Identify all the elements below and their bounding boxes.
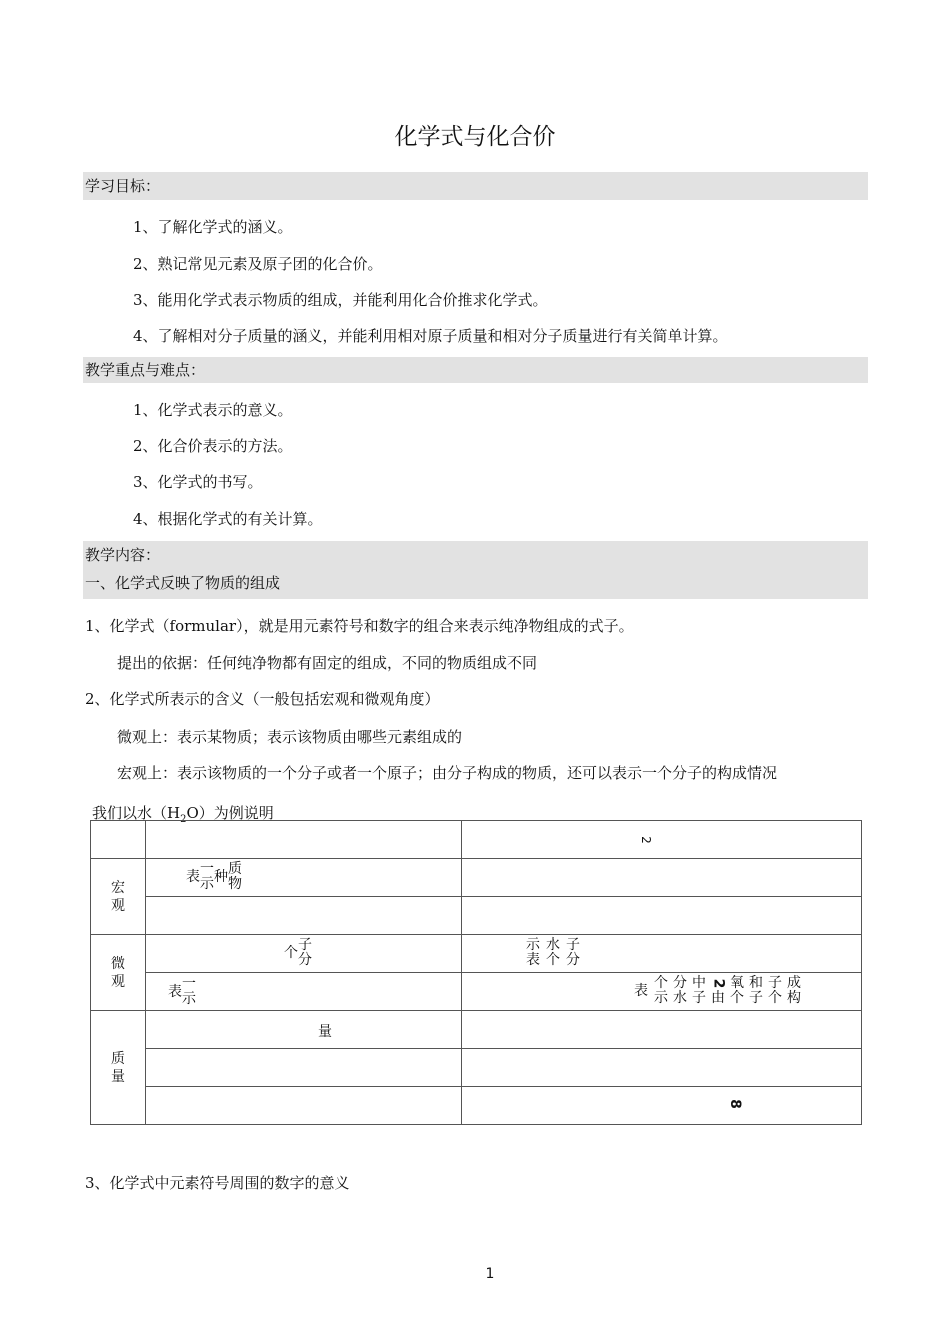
- glyph: 一: [182, 976, 196, 992]
- paragraph-digits: 3、化学式中元素符号周围的数字的意义: [85, 1174, 350, 1192]
- table-cell: [146, 1087, 462, 1125]
- glyph: 示: [526, 937, 540, 953]
- glyph-stack: [526, 938, 540, 968]
- mass-label: 质量: [111, 1050, 125, 1085]
- table-cell: [146, 821, 462, 859]
- glyph-stack: [711, 976, 725, 1006]
- table-cell: [146, 973, 462, 1011]
- micro-label: 微观: [111, 955, 125, 990]
- glyph-stack: [566, 938, 580, 968]
- table-cell: [462, 859, 862, 897]
- table-cell: [146, 935, 462, 973]
- paragraph-micro: 微观上：表示某物质；表示该物质由哪些元素组成的: [117, 728, 463, 746]
- table-cell: [462, 973, 862, 1011]
- glyph: 个: [730, 990, 744, 1006]
- glyph-stack: [673, 976, 687, 1006]
- glyph: 子: [298, 937, 312, 953]
- glyph: 种: [214, 868, 228, 885]
- glyph: 子: [566, 937, 580, 953]
- glyph: 示: [200, 876, 214, 892]
- glyph: 子: [768, 975, 782, 991]
- table-cell: [146, 1049, 462, 1087]
- glyph-stack: [182, 977, 196, 1007]
- glyph: 水: [546, 937, 560, 953]
- glyph-stack: [654, 976, 668, 1006]
- glyph-stack: [787, 976, 801, 1006]
- example-subscript: 2: [180, 814, 187, 825]
- table-cell: [146, 859, 462, 897]
- paragraph-basis: 提出的依据：任何纯净物都有固定的组成，不同的物质组成不同: [117, 654, 538, 672]
- table-cell: [146, 897, 462, 935]
- glyph: 构: [787, 990, 801, 1006]
- table-cell: [462, 821, 862, 859]
- table-cell: [462, 897, 862, 935]
- glyph: 分: [673, 975, 687, 991]
- paragraph-definition: 1、化学式（formular），就是用元素符号和数字的组合来表示纯净物组成的式子。: [85, 617, 634, 635]
- keypoint-item: 4、根据化学式的有关计算。: [133, 510, 323, 528]
- glyph-stack: [749, 976, 763, 1006]
- glyph: 分: [566, 952, 580, 968]
- glyph: 示: [182, 991, 196, 1007]
- table-row: [91, 1087, 862, 1125]
- table-row: [91, 973, 862, 1011]
- micro-text-3: [168, 977, 196, 1007]
- glyph: 2: [710, 978, 727, 989]
- paragraph-macro: 宏观上：表示该物质的一个分子或者一个原子；由分子构成的物质，还可以表示一个分子的构成情况: [117, 764, 778, 782]
- content-subheader: 一、化学式反映了物质的组成: [85, 574, 281, 592]
- example-post: O）为例说明: [186, 804, 274, 822]
- macro-label: 宏观: [111, 879, 125, 914]
- table-row: [91, 897, 862, 935]
- water-meaning-table: [90, 820, 862, 1125]
- table-cell: [462, 1087, 862, 1125]
- macro-label-cell: [91, 859, 146, 935]
- table-cell: [91, 821, 146, 859]
- keypoints-header: 教学重点与难点：: [85, 361, 206, 379]
- mass-label-cell: [91, 1011, 146, 1125]
- objectives-header: 学习目标：: [85, 177, 161, 195]
- glyph: 表: [526, 952, 540, 968]
- objectives-band: [83, 172, 868, 200]
- glyph: 子: [749, 990, 763, 1006]
- micro-text-4: [634, 976, 801, 1006]
- table-row: [91, 821, 862, 859]
- example-pre: 我们以水（H: [92, 804, 181, 822]
- keypoint-item: 3、化学式的书写。: [133, 473, 263, 491]
- content-band: [83, 541, 868, 599]
- glyph: 表: [186, 868, 200, 885]
- page-title: 化学式与化合价: [394, 124, 556, 150]
- table-cell: [462, 1011, 862, 1049]
- glyph: 分: [298, 952, 312, 968]
- page-number: 1: [485, 1266, 495, 1282]
- glyph: 个: [768, 990, 782, 1006]
- glyph-stack: [692, 976, 706, 1006]
- glyph: 表: [168, 983, 182, 1000]
- glyph-stack: [228, 862, 242, 892]
- table-row: [91, 935, 862, 973]
- content-header: 教学内容：: [85, 546, 161, 564]
- header-right-glyph: 2: [638, 836, 653, 844]
- keypoint-item: 2、化合价表示的方法。: [133, 437, 293, 455]
- table-cell: [462, 1049, 862, 1087]
- objective-item: 4、了解相对分子质量的涵义，并能利用相对原子质量和相对分子质量进行有关简单计算。: [133, 327, 728, 345]
- glyph: 一: [200, 861, 214, 877]
- mass-text-2: 8: [726, 1099, 743, 1109]
- glyph: 成: [787, 975, 801, 991]
- glyph-stack: [546, 938, 560, 968]
- table-cell: [146, 1011, 462, 1049]
- mass-text-1: 量: [318, 1024, 332, 1040]
- table-row: [91, 1049, 862, 1087]
- glyph: 和: [749, 975, 763, 991]
- glyph: 由: [711, 990, 725, 1006]
- glyph: 水: [673, 990, 687, 1006]
- macro-text-1: [186, 862, 242, 892]
- glyph: 物: [228, 876, 242, 892]
- glyph: 子: [692, 990, 706, 1006]
- glyph-stack: [298, 938, 312, 968]
- paragraph-meaning: 2、化学式所表示的含义（一般包括宏观和微观角度）: [85, 690, 440, 708]
- objective-item: 2、熟记常见元素及原子团的化合价。: [133, 255, 383, 273]
- table-row: [91, 859, 862, 897]
- glyph: 氧: [730, 975, 744, 991]
- glyph-stack: [768, 976, 782, 1006]
- micro-text-2: [526, 938, 580, 968]
- objective-item: 3、能用化学式表示物质的组成，并能利用化合价推求化学式。: [133, 291, 548, 309]
- table-row: [91, 1011, 862, 1049]
- objective-item: 1、了解化学式的涵义。: [133, 218, 293, 236]
- glyph: 表: [634, 982, 648, 999]
- keypoints-band: [83, 357, 868, 383]
- glyph: 中: [692, 975, 706, 991]
- glyph: 质: [228, 861, 242, 877]
- glyph: 个: [546, 952, 560, 968]
- glyph: 个: [654, 975, 668, 991]
- glyph: 个: [284, 944, 298, 961]
- table-cell: [462, 935, 862, 973]
- glyph-stack: [730, 976, 744, 1006]
- micro-label-cell: [91, 935, 146, 1011]
- glyph: 示: [654, 990, 668, 1006]
- micro-text-1: [284, 938, 312, 968]
- keypoint-item: 1、化学式表示的意义。: [133, 401, 293, 419]
- glyph-stack: [200, 862, 214, 892]
